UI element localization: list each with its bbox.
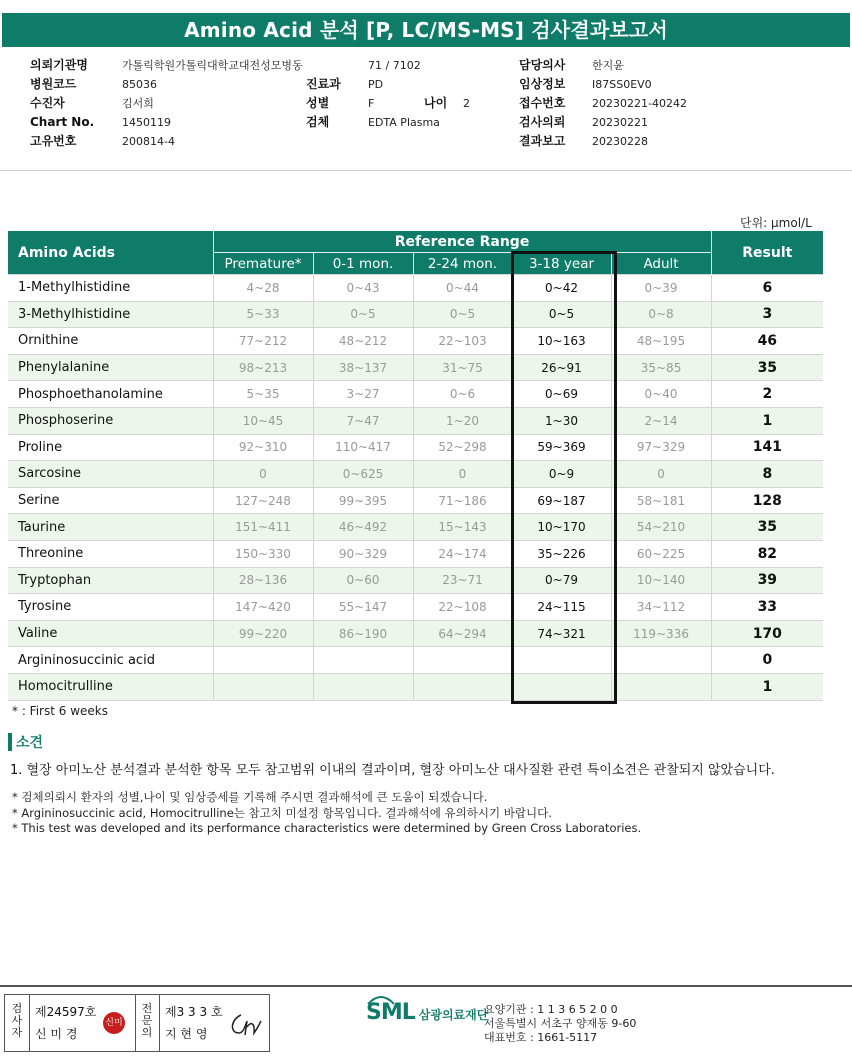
range-premature: 98~213: [213, 354, 313, 381]
range-adult: 35~85: [611, 354, 711, 381]
amino-acid-name: Argininosuccinic acid: [8, 647, 213, 674]
header-2-24-mon: 2-24 mon.: [413, 253, 512, 275]
reviewer-label: 전문의: [141, 1002, 153, 1039]
range-adult: 48~195: [611, 328, 711, 355]
address-block: [484, 1003, 636, 1045]
range-m2-24: 22~103: [413, 328, 512, 355]
range-y3-18: 10~170: [512, 514, 611, 541]
range-m0-1: [313, 647, 413, 674]
info-value: 한지윤: [592, 59, 624, 72]
report-title: Amino Acid 분석 [P, LC/MS-MS] 검사결과보고서: [2, 13, 850, 47]
range-m2-24: 24~174: [413, 540, 512, 567]
amino-acid-name: 1-Methylhistidine: [8, 275, 213, 302]
range-m2-24: 0: [413, 461, 512, 488]
result-value: 2: [711, 381, 823, 408]
header-amino-acids: Amino Acids: [8, 231, 213, 275]
range-premature: 150~330: [213, 540, 313, 567]
header-reference-range: Reference Range: [213, 231, 711, 253]
note-3: * This test was developed and its performance characteristics were determined by Green Cross Laboratories.: [12, 821, 642, 835]
range-adult: [611, 647, 711, 674]
info-value: 85036: [122, 78, 157, 91]
range-m0-1: [313, 673, 413, 700]
range-premature: 127~248: [213, 487, 313, 514]
result-value: 1: [711, 407, 823, 434]
table-row: [8, 540, 823, 567]
range-m0-1: 110~417: [313, 434, 413, 461]
range-m0-1: 3~27: [313, 381, 413, 408]
table-row: [8, 328, 823, 355]
unit-label: 단위: μmol/L: [740, 216, 812, 230]
result-value: 46: [711, 328, 823, 355]
range-m2-24: 23~71: [413, 567, 512, 594]
info-label: 결과보고: [519, 134, 566, 148]
range-y3-18: 35~226: [512, 540, 611, 567]
info-label: 의뢰기관명: [30, 58, 88, 72]
range-adult: 0~8: [611, 301, 711, 328]
highlight-3-18-year-box: [511, 251, 617, 704]
info-value: 2: [463, 97, 471, 110]
range-adult: 34~112: [611, 594, 711, 621]
range-premature: 0: [213, 461, 313, 488]
amino-acid-name: Homocitrulline: [8, 673, 213, 700]
range-m0-1: 55~147: [313, 594, 413, 621]
amino-acid-name: Taurine: [8, 514, 213, 541]
info-label: 병원코드: [30, 77, 77, 91]
info-label: 검사의뢰: [519, 115, 566, 129]
table-row: [8, 673, 823, 700]
result-value: 82: [711, 540, 823, 567]
range-m2-24: 1~20: [413, 407, 512, 434]
info-label: 나이: [424, 96, 448, 110]
range-m2-24: 52~298: [413, 434, 512, 461]
range-m2-24: 64~294: [413, 620, 512, 647]
table-row: [8, 275, 823, 302]
range-m0-1: 38~137: [313, 354, 413, 381]
range-adult: 119~336: [611, 620, 711, 647]
range-y3-18: 0~9: [512, 461, 611, 488]
result-value: 35: [711, 354, 823, 381]
amino-acid-name: Phosphoserine: [8, 407, 213, 434]
range-y3-18: 1~30: [512, 407, 611, 434]
header-adult: Adult: [611, 253, 711, 275]
info-value: I87SS0EV0: [592, 78, 652, 91]
amino-acid-name: 3-Methylhistidine: [8, 301, 213, 328]
footnote: * : First 6 weeks: [12, 704, 108, 718]
range-y3-18: 0~79: [512, 567, 611, 594]
range-m2-24: 31~75: [413, 354, 512, 381]
range-m0-1: 99~395: [313, 487, 413, 514]
table-row: [8, 514, 823, 541]
table-row: [8, 381, 823, 408]
address-line: 대표번호 : 1661-5117: [484, 1031, 598, 1044]
range-m2-24: 0~5: [413, 301, 512, 328]
info-value: EDTA Plasma: [368, 116, 440, 129]
range-y3-18: 24~115: [512, 594, 611, 621]
range-m0-1: 7~47: [313, 407, 413, 434]
info-value: 71 / 7102: [368, 59, 421, 72]
result-value: 170: [711, 620, 823, 647]
result-value: 39: [711, 567, 823, 594]
range-premature: 92~310: [213, 434, 313, 461]
result-value: 0: [711, 647, 823, 674]
range-m0-1: 0~625: [313, 461, 413, 488]
amino-acid-name: Proline: [8, 434, 213, 461]
info-label: 접수번호: [519, 96, 566, 110]
range-premature: 5~33: [213, 301, 313, 328]
range-adult: [611, 673, 711, 700]
amino-acid-name: Ornithine: [8, 328, 213, 355]
sig-divider: [159, 995, 160, 1051]
result-value: 6: [711, 275, 823, 302]
range-y3-18: 59~369: [512, 434, 611, 461]
table-row: [8, 461, 823, 488]
amino-acid-table: [8, 231, 823, 701]
amino-acid-name: Phenylalanine: [8, 354, 213, 381]
range-premature: 99~220: [213, 620, 313, 647]
logo-arc-icon: [366, 994, 396, 1006]
range-m0-1: 46~492: [313, 514, 413, 541]
range-premature: [213, 673, 313, 700]
range-adult: 58~181: [611, 487, 711, 514]
range-m2-24: 71~186: [413, 487, 512, 514]
result-value: 141: [711, 434, 823, 461]
info-label: 진료과: [306, 77, 341, 91]
info-label: 수진자: [30, 96, 65, 110]
reviewer-name: 지 현 영: [165, 1027, 208, 1041]
range-adult: 0~39: [611, 275, 711, 302]
result-value: 33: [711, 594, 823, 621]
examiner-label: 검사자: [11, 1002, 23, 1039]
info-value: 김서희: [122, 97, 154, 110]
amino-acid-name: Tyrosine: [8, 594, 213, 621]
examiner-name: 신 미 경: [35, 1027, 78, 1041]
info-value: 20230221-40242: [592, 97, 687, 110]
range-m2-24: [413, 673, 512, 700]
range-m0-1: 86~190: [313, 620, 413, 647]
range-m2-24: [413, 647, 512, 674]
info-label: 성별: [306, 96, 330, 110]
examiner-number: 제24597호: [35, 1005, 97, 1019]
range-m0-1: 48~212: [313, 328, 413, 355]
note-1: * 검체의뢰시 환자의 성별,나이 및 임상증세를 기록해 주시면 결과해석에 큰 도움이 되겠습니다.: [12, 790, 488, 804]
range-m0-1: 0~60: [313, 567, 413, 594]
header-0-1-mon: 0-1 mon.: [313, 253, 413, 275]
table-row: [8, 354, 823, 381]
range-m0-1: 0~43: [313, 275, 413, 302]
range-y3-18: 0~5: [512, 301, 611, 328]
range-premature: 5~35: [213, 381, 313, 408]
range-adult: 54~210: [611, 514, 711, 541]
range-m0-1: 0~5: [313, 301, 413, 328]
range-premature: 28~136: [213, 567, 313, 594]
logo-mark: SML: [366, 1000, 415, 1025]
info-right-values: [592, 56, 687, 151]
sig-divider: [135, 995, 136, 1051]
amino-acid-name: Phosphoethanolamine: [8, 381, 213, 408]
section-title: 소견: [16, 735, 44, 751]
range-premature: 4~28: [213, 275, 313, 302]
amino-acid-name: Tryptophan: [8, 567, 213, 594]
range-premature: 77~212: [213, 328, 313, 355]
amino-acid-name: Sarcosine: [8, 461, 213, 488]
range-m2-24: 0~6: [413, 381, 512, 408]
note-2: * Argininosuccinic acid, Homocitrulline는 참고치 미설정 항목입니다. 결과해석에 유의하시기 바랍니다.: [12, 806, 552, 820]
range-y3-18: 69~187: [512, 487, 611, 514]
info-value: F: [368, 97, 375, 110]
amino-acid-name: Threonine: [8, 540, 213, 567]
table-row: [8, 434, 823, 461]
result-value: 1: [711, 673, 823, 700]
header-premature: Premature*: [213, 253, 313, 275]
table-row: [8, 620, 823, 647]
result-value: 8: [711, 461, 823, 488]
amino-acid-name: Valine: [8, 620, 213, 647]
info-label: 검체: [306, 115, 330, 129]
logo-org: 삼광의료재단: [418, 1008, 489, 1022]
range-y3-18: 0~69: [512, 381, 611, 408]
range-m0-1: 90~329: [313, 540, 413, 567]
info-label: 담당의사: [519, 58, 566, 72]
signature-box: [4, 994, 270, 1052]
table-row: [8, 594, 823, 621]
reviewer-number: 제3 3 3 호: [165, 1005, 223, 1019]
range-m2-24: 15~143: [413, 514, 512, 541]
result-value: 3: [711, 301, 823, 328]
info-label: 고유번호: [30, 134, 77, 148]
divider: [0, 170, 852, 171]
table-row: [8, 407, 823, 434]
info-value: 가톨릭학원가톨릭대학교대전성모병동: [122, 59, 303, 72]
range-y3-18: 10~163: [512, 328, 611, 355]
handwritten-signature-icon: [227, 1009, 263, 1039]
info-value: 20230221: [592, 116, 648, 129]
range-adult: 2~14: [611, 407, 711, 434]
range-premature: 147~420: [213, 594, 313, 621]
finding-text: 1. 혈장 아미노산 분석결과 분석한 항목 모두 참고범위 이내의 결과이며, 혈장 아미노산 대사질환 관련 특이소견은 관찰되지 않았습니다.: [10, 763, 775, 778]
result-value: 128: [711, 487, 823, 514]
info-mid: [306, 56, 341, 132]
range-m2-24: 22~108: [413, 594, 512, 621]
table-row: [8, 301, 823, 328]
header-3-18-year: 3-18 year: [512, 253, 611, 275]
address-line: 요양기관 : 1 1 3 6 5 2 0 0: [484, 1003, 618, 1016]
range-y3-18: 74~321: [512, 620, 611, 647]
info-value: 20230228: [592, 135, 648, 148]
header-result: Result: [711, 231, 823, 275]
range-adult: 97~329: [611, 434, 711, 461]
sml-logo: [366, 1000, 488, 1025]
table-row: [8, 647, 823, 674]
table-row: [8, 487, 823, 514]
info-value: PD: [368, 78, 384, 91]
result-value: 35: [711, 514, 823, 541]
info-left: [30, 56, 94, 151]
section-marker: [8, 733, 12, 751]
range-y3-18: 26~91: [512, 354, 611, 381]
sig-divider: [29, 995, 30, 1051]
info-left-values: [122, 56, 303, 151]
range-adult: 0: [611, 461, 711, 488]
range-y3-18: 0~42: [512, 275, 611, 302]
info-label: Chart No.: [30, 115, 95, 129]
amino-acid-name: Serine: [8, 487, 213, 514]
range-premature: 151~411: [213, 514, 313, 541]
range-adult: 60~225: [611, 540, 711, 567]
range-premature: [213, 647, 313, 674]
footer-divider: [0, 985, 852, 987]
range-m2-24: 0~44: [413, 275, 512, 302]
table-row: [8, 567, 823, 594]
range-adult: 10~140: [611, 567, 711, 594]
info-right: [519, 56, 565, 151]
range-premature: 10~45: [213, 407, 313, 434]
info-value: 1450119: [122, 116, 171, 129]
info-value: 200814-4: [122, 135, 175, 148]
age-field: [424, 94, 470, 113]
info-label: 임상정보: [519, 77, 566, 91]
seal-stamp-icon: 신미: [103, 1012, 125, 1034]
range-adult: 0~40: [611, 381, 711, 408]
address-line: 서울특별시 서초구 양재동 9-60: [484, 1017, 637, 1030]
